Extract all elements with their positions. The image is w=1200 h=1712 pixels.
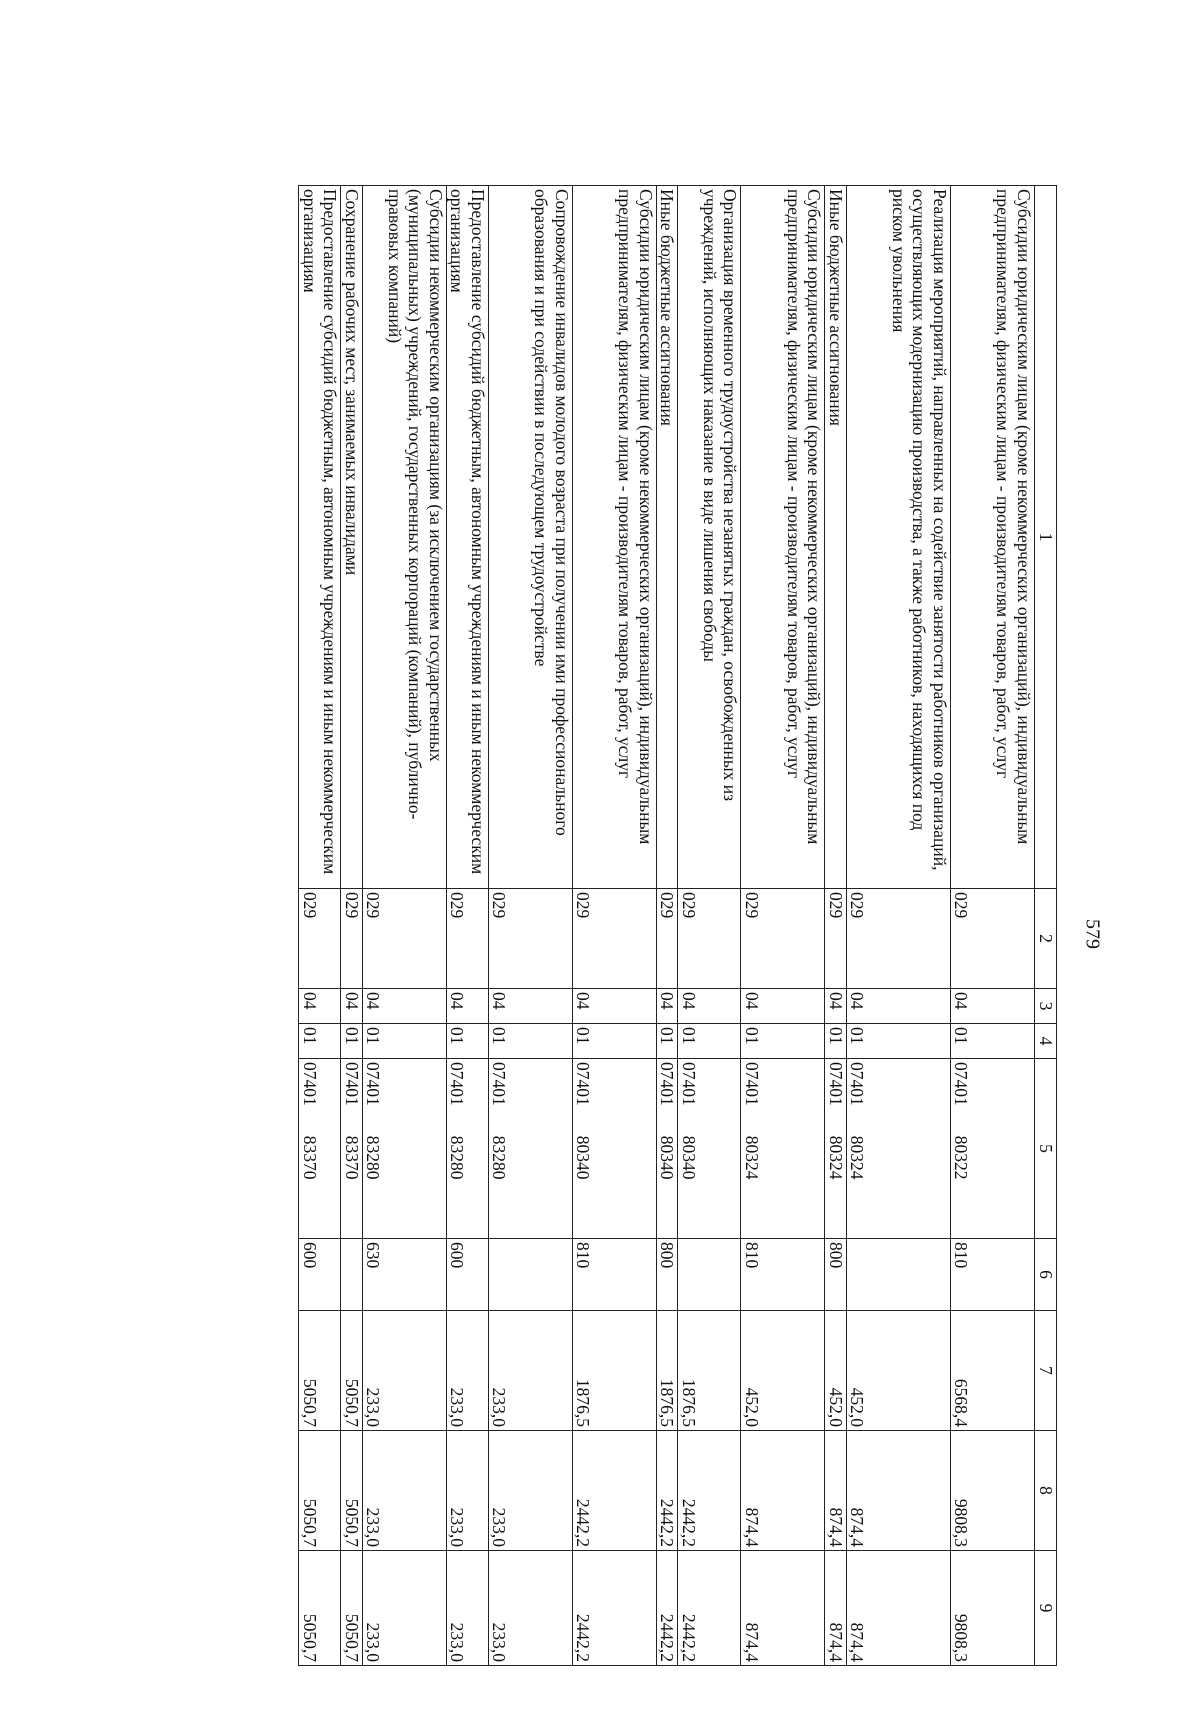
header-cell: 8 [1035, 1431, 1057, 1551]
code-direction: 80340 [573, 1135, 594, 1180]
value-year-2: 5050,7 [299, 1431, 341, 1551]
code-program: 07401 [742, 1062, 762, 1106]
value-year-3: 2442,2 [573, 1551, 657, 1666]
item-name: Субсидии юридическим лицам (кроме некоммерческих организаций), индивидуальным предпринимателям, физическим лицам - производителям товаров, работ, услуг [951, 186, 1035, 889]
code-section: 04 [299, 989, 341, 1024]
header-cell: 2 [1035, 889, 1057, 989]
code-expense-type: 600 [299, 1239, 341, 1311]
code-target [447, 1059, 489, 1239]
value-year-2: 874,4 [825, 1431, 847, 1551]
code-subsection: 01 [951, 1024, 1035, 1059]
code-target [951, 1059, 1035, 1239]
code-target [657, 1059, 679, 1239]
code-target [573, 1059, 657, 1239]
code-section: 04 [489, 989, 573, 1024]
code-program: 07401 [342, 1062, 362, 1106]
item-name: Субсидии некоммерческим организациям (за исключением государственных (муниципальных) учреждений, государственных корпораций (компаний), публично-правовых компаний) [363, 186, 447, 889]
code-direction: 80324 [847, 1135, 868, 1180]
code-program: 07401 [300, 1062, 320, 1106]
code-section: 04 [951, 989, 1035, 1024]
code-program: 07401 [657, 1062, 678, 1106]
value-year-2: 2442,2 [657, 1431, 679, 1551]
code-target [299, 1059, 341, 1239]
value-year-1: 233,0 [447, 1311, 489, 1431]
code-direction: 83370 [300, 1135, 320, 1180]
code-ministry: 029 [299, 889, 341, 989]
table-row [299, 186, 341, 1666]
item-name: Субсидии юридическим лицам (кроме некоммерческих организаций), индивидуальным предпринимателям, физическим лицам - производителям товаров, работ, услуг [741, 186, 825, 889]
code-subsection: 01 [341, 1024, 363, 1059]
table-row [951, 186, 1035, 1666]
code-direction: 83280 [489, 1135, 510, 1180]
table-row [825, 186, 847, 1666]
code-ministry: 029 [363, 889, 447, 989]
code-program: 07401 [363, 1062, 384, 1106]
code-ministry: 029 [489, 889, 573, 989]
value-year-3: 233,0 [447, 1551, 489, 1666]
code-expense-type [489, 1239, 573, 1311]
value-year-1: 452,0 [825, 1311, 847, 1431]
value-year-2: 233,0 [363, 1431, 447, 1551]
value-year-1: 5050,7 [341, 1311, 363, 1431]
value-year-1: 1876,5 [657, 1311, 679, 1431]
code-program: 07401 [826, 1062, 846, 1106]
code-subsection: 01 [299, 1024, 341, 1059]
code-target [741, 1059, 825, 1239]
code-subsection: 01 [363, 1024, 447, 1059]
code-expense-type: 800 [657, 1239, 679, 1311]
item-name: Реализация мероприятий, направленных на содействие занятости работников организаций, осуществляющих модернизацию производства, а также работников, находящихся под риском увольнения [847, 186, 951, 889]
item-name: Предоставление субсидий бюджетным, автономным учреждениям и иным некоммерческим организациям [299, 186, 341, 889]
item-name: Иные бюджетные ассигнования [825, 186, 847, 889]
code-expense-type: 810 [951, 1239, 1035, 1311]
header-cell: 5 [1035, 1059, 1057, 1239]
code-ministry: 029 [825, 889, 847, 989]
header-cell: 3 [1035, 989, 1057, 1024]
code-direction: 80324 [742, 1135, 762, 1180]
table-row [447, 186, 489, 1666]
value-year-1: 1876,5 [573, 1311, 657, 1431]
value-year-1: 233,0 [363, 1311, 447, 1431]
value-year-2: 233,0 [447, 1431, 489, 1551]
code-ministry: 029 [678, 889, 741, 989]
code-subsection: 01 [847, 1024, 951, 1059]
budget-table [299, 185, 1058, 1666]
table-row [847, 186, 951, 1666]
code-direction: 83280 [447, 1135, 468, 1180]
code-section: 04 [825, 989, 847, 1024]
code-subsection: 01 [657, 1024, 679, 1059]
value-year-2: 5050,7 [341, 1431, 363, 1551]
value-year-3: 2442,2 [657, 1551, 679, 1666]
code-ministry: 029 [847, 889, 951, 989]
code-section: 04 [447, 989, 489, 1024]
item-name: Иные бюджетные ассигнования [657, 186, 679, 889]
code-expense-type: 810 [741, 1239, 825, 1311]
value-year-1: 452,0 [847, 1311, 951, 1431]
code-subsection: 01 [741, 1024, 825, 1059]
code-section: 04 [657, 989, 679, 1024]
code-ministry: 029 [657, 889, 679, 989]
code-section: 04 [573, 989, 657, 1024]
code-target [489, 1059, 573, 1239]
header-cell: 9 [1035, 1551, 1057, 1666]
value-year-3: 2442,2 [678, 1551, 741, 1666]
code-target [678, 1059, 741, 1239]
value-year-3: 5050,7 [341, 1551, 363, 1666]
code-direction: 83370 [342, 1135, 362, 1180]
value-year-3: 233,0 [489, 1551, 573, 1666]
rotated-page [80, 185, 1057, 1665]
code-subsection: 01 [825, 1024, 847, 1059]
code-ministry: 029 [741, 889, 825, 989]
value-year-1: 5050,7 [299, 1311, 341, 1431]
code-target [825, 1059, 847, 1239]
code-target [363, 1059, 447, 1239]
code-ministry: 029 [341, 889, 363, 989]
code-direction: 80340 [657, 1135, 678, 1180]
value-year-2: 874,4 [741, 1431, 825, 1551]
table-row [573, 186, 657, 1666]
code-expense-type: 810 [573, 1239, 657, 1311]
item-name: Сопровождение инвалидов молодого возраста при получении ими профессионального образования и при содействии в последующем трудоустройстве [489, 186, 573, 889]
value-year-3: 9808,3 [951, 1551, 1035, 1666]
table-body [299, 186, 1035, 1666]
value-year-2: 2442,2 [678, 1431, 741, 1551]
code-subsection: 01 [489, 1024, 573, 1059]
header-cell: 1 [1035, 186, 1057, 889]
code-expense-type: 630 [363, 1239, 447, 1311]
value-year-2: 874,4 [847, 1431, 951, 1551]
item-name: Предоставление субсидий бюджетным, автономным учреждениям и иным некоммерческим организациям [447, 186, 489, 889]
code-direction: 80340 [679, 1135, 699, 1180]
code-expense-type: 800 [825, 1239, 847, 1311]
code-target [847, 1059, 951, 1239]
value-year-3: 5050,7 [299, 1551, 341, 1666]
header-cell: 4 [1035, 1024, 1057, 1059]
page-number: 579 [1081, 919, 1104, 949]
code-direction: 80322 [951, 1135, 972, 1180]
value-year-1: 452,0 [741, 1311, 825, 1431]
code-program: 07401 [447, 1062, 468, 1106]
value-year-1: 233,0 [489, 1311, 573, 1431]
code-program: 07401 [489, 1062, 510, 1106]
code-subsection: 01 [678, 1024, 741, 1059]
code-program: 07401 [951, 1062, 972, 1106]
code-ministry: 029 [573, 889, 657, 989]
header-cell: 7 [1035, 1311, 1057, 1431]
code-target [341, 1059, 363, 1239]
code-section: 04 [847, 989, 951, 1024]
code-section: 04 [678, 989, 741, 1024]
value-year-2: 9808,3 [951, 1431, 1035, 1551]
table-row [741, 186, 825, 1666]
code-section: 04 [741, 989, 825, 1024]
code-direction: 80324 [826, 1135, 846, 1180]
table-row [657, 186, 679, 1666]
code-subsection: 01 [447, 1024, 489, 1059]
value-year-3: 874,4 [825, 1551, 847, 1666]
code-ministry: 029 [951, 889, 1035, 989]
code-section: 04 [363, 989, 447, 1024]
value-year-3: 233,0 [363, 1551, 447, 1666]
code-expense-type: 600 [447, 1239, 489, 1311]
value-year-3: 874,4 [847, 1551, 951, 1666]
code-subsection: 01 [573, 1024, 657, 1059]
item-name: Сохранение рабочих мест, занимаемых инвалидами [341, 186, 363, 889]
table-row [363, 186, 447, 1666]
table-row [489, 186, 573, 1666]
code-program: 07401 [679, 1062, 699, 1106]
code-program: 07401 [573, 1062, 594, 1106]
table-row [678, 186, 741, 1666]
value-year-1: 1876,5 [678, 1311, 741, 1431]
item-name: Субсидии юридическим лицам (кроме некоммерческих организаций), индивидуальным предпринимателям, физическим лицам - производителям товаров, работ, услуг [573, 186, 657, 889]
code-program: 07401 [847, 1062, 868, 1106]
code-expense-type [341, 1239, 363, 1311]
value-year-3: 874,4 [741, 1551, 825, 1666]
value-year-2: 2442,2 [573, 1431, 657, 1551]
value-year-2: 233,0 [489, 1431, 573, 1551]
table-row [341, 186, 363, 1666]
code-direction: 83280 [363, 1135, 384, 1180]
code-section: 04 [341, 989, 363, 1024]
header-cell: 6 [1035, 1239, 1057, 1311]
header-row [1035, 186, 1057, 1666]
value-year-1: 6568,4 [951, 1311, 1035, 1431]
code-expense-type [847, 1239, 951, 1311]
code-expense-type [678, 1239, 741, 1311]
item-name: Организация временного трудоустройства незанятых граждан, освобожденных из учреждений, исполняющих наказание в виде лишения свободы [678, 186, 741, 889]
code-ministry: 029 [447, 889, 489, 989]
